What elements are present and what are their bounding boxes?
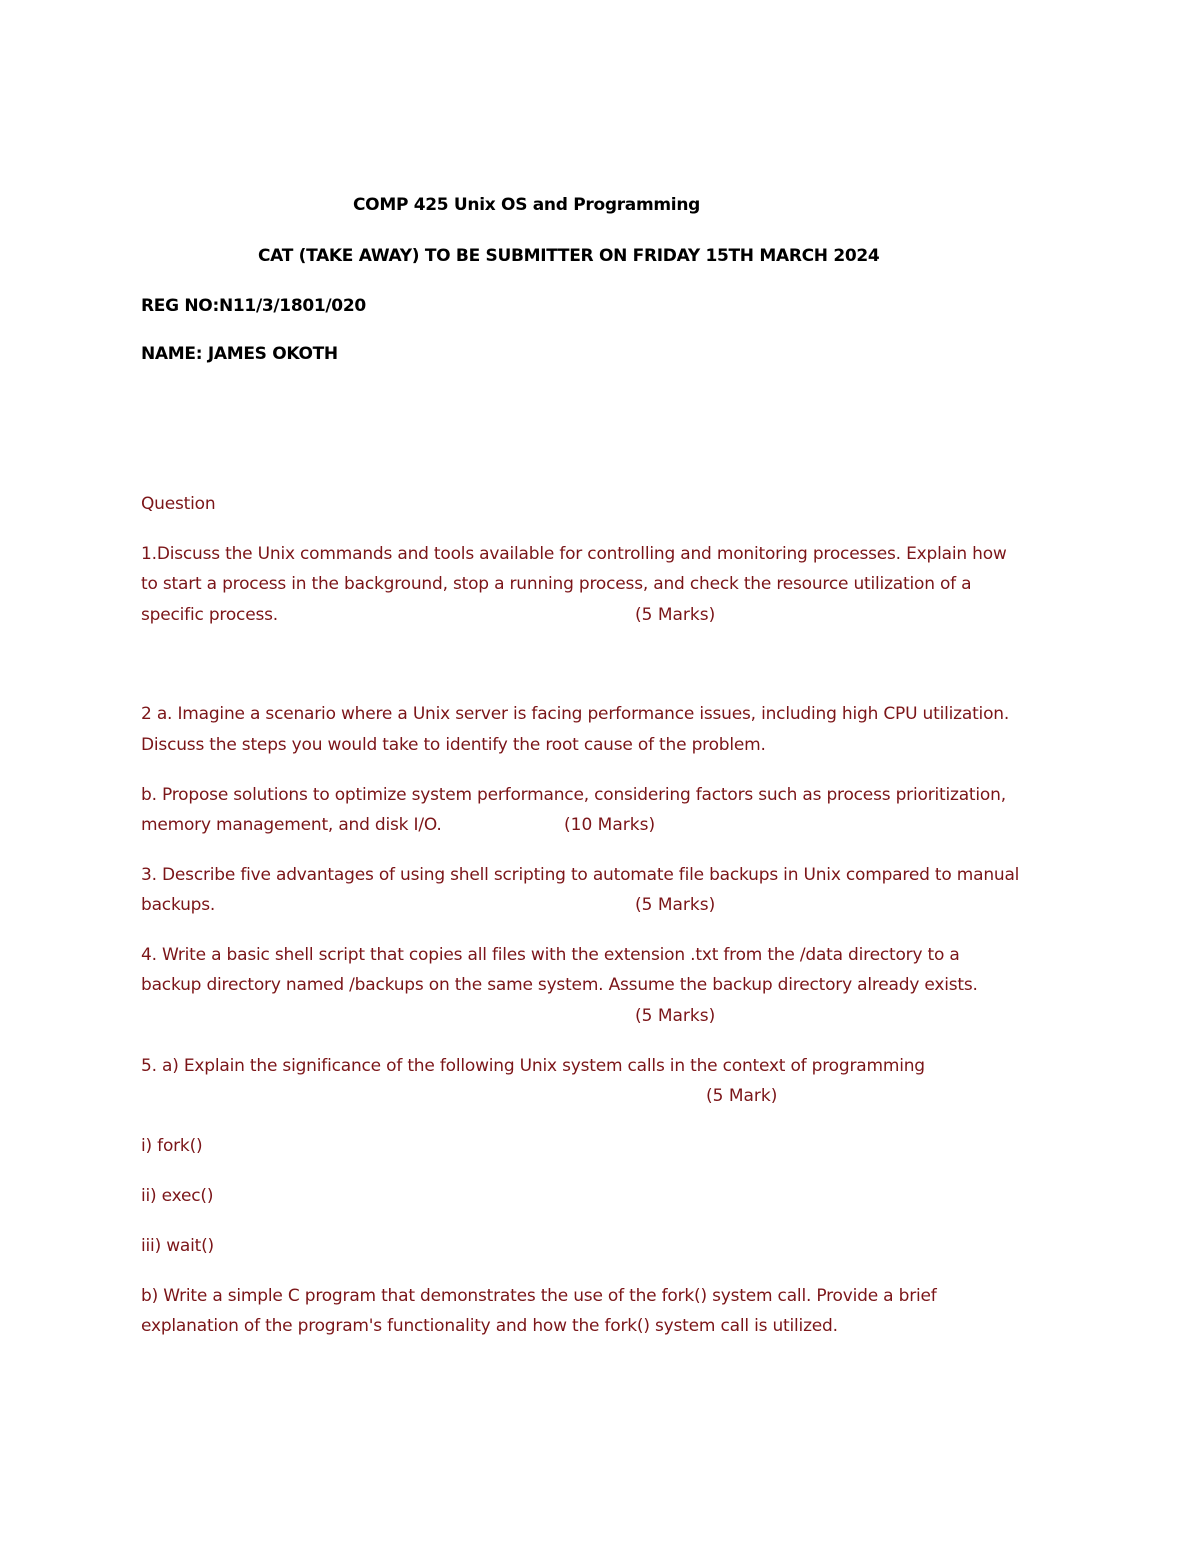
q2b-marks: (10 Marks) xyxy=(564,815,656,835)
q5a-item-exec: ii) exec() xyxy=(141,1186,214,1206)
reg-number: REG NO:N11/3/1801/020 xyxy=(141,296,366,316)
q1-line-1: 1.Discuss the Unix commands and tools available for controlling and monitoring processes. Explain how xyxy=(141,544,1007,564)
q1-line-2: to start a process in the background, stop a running process, and check the resource utilization of a xyxy=(141,574,972,594)
q2b-line-1: b. Propose solutions to optimize system performance, considering factors such as process prioritization, xyxy=(141,785,1006,805)
q3-marks: (5 Marks) xyxy=(635,895,716,915)
q5b-line-1: b) Write a simple C program that demonstrates the use of the fork() system call. Provide a brief xyxy=(141,1286,937,1306)
q1-line-3: specific process. xyxy=(141,605,278,625)
q4-marks: (5 Marks) xyxy=(635,1006,716,1026)
student-name: NAME: JAMES OKOTH xyxy=(141,344,338,364)
q2b-line-2: memory management, and disk I/O. xyxy=(141,815,442,835)
q1-marks: (5 Marks) xyxy=(635,605,716,625)
q3-line-2: backups. xyxy=(141,895,216,915)
cat-submission-line: CAT (TAKE AWAY) TO BE SUBMITTER ON FRIDAY 15TH MARCH 2024 xyxy=(258,246,880,266)
q2a-line-1: 2 a. Imagine a scenario where a Unix server is facing performance issues, including high CPU utilization. xyxy=(141,704,1010,724)
q4-line-2: backup directory named /backups on the same system. Assume the backup directory already exists. xyxy=(141,975,978,995)
question-heading: Question xyxy=(141,494,216,514)
q4-line-1: 4. Write a basic shell script that copies all files with the extension .txt from the /data directory to a xyxy=(141,945,960,965)
q5a-item-wait: iii) wait() xyxy=(141,1236,214,1256)
course-title: COMP 425 Unix OS and Programming xyxy=(353,195,700,215)
q3-line-1: 3. Describe five advantages of using shell scripting to automate file backups in Unix compared to manual xyxy=(141,865,1020,885)
q5a-line-1: 5. a) Explain the significance of the following Unix system calls in the context of programming xyxy=(141,1056,925,1076)
q5a-item-fork: i) fork() xyxy=(141,1136,203,1156)
q2a-line-2: Discuss the steps you would take to identify the root cause of the problem. xyxy=(141,735,766,755)
q5a-marks: (5 Mark) xyxy=(706,1086,778,1106)
q5b-line-2: explanation of the program's functionality and how the fork() system call is utilized. xyxy=(141,1316,838,1336)
